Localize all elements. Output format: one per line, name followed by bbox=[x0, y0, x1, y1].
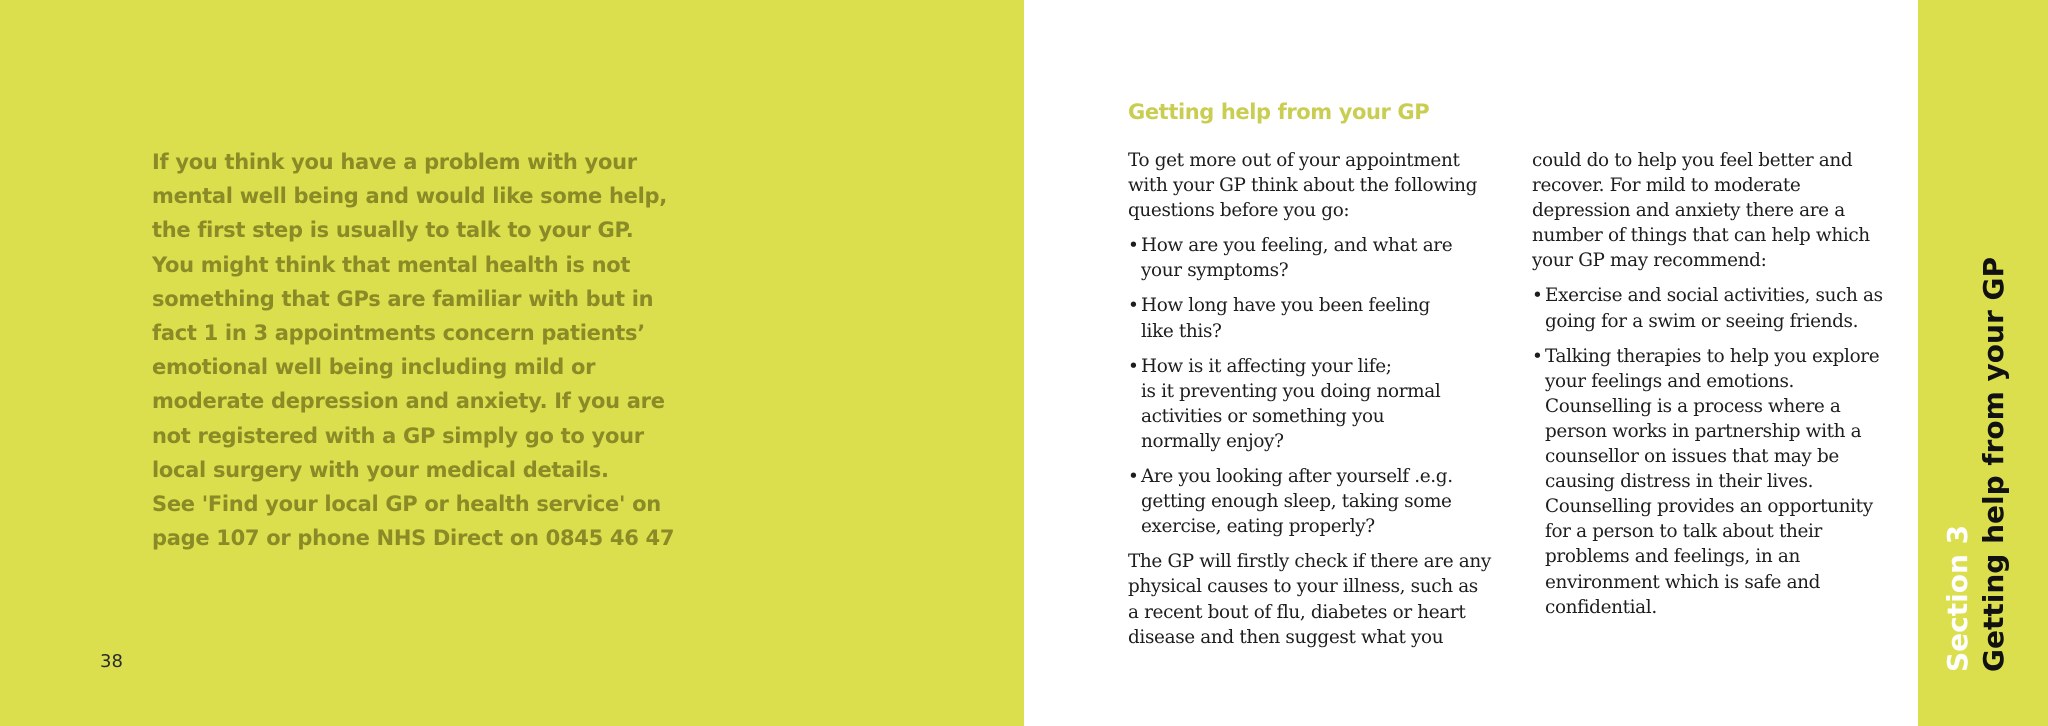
intro-line: the first step is usually to talk to your GP. bbox=[152, 218, 634, 243]
text-line: normally enjoy? bbox=[1141, 430, 1284, 452]
text-column-2 bbox=[1532, 148, 1912, 630]
text-line: person works in partnership with a bbox=[1545, 420, 1862, 442]
page-number: 38 bbox=[100, 651, 123, 672]
intro-line: If you think you have a problem with your bbox=[152, 150, 637, 174]
col2-intro bbox=[1532, 148, 1912, 273]
bullet-item bbox=[1532, 344, 1912, 620]
col1-outro bbox=[1128, 549, 1508, 649]
text-line: environment which is safe and bbox=[1545, 571, 1821, 593]
text-line: • Talking therapies to help you explore bbox=[1545, 345, 1880, 367]
bullet-item bbox=[1128, 233, 1508, 283]
text-line: getting enough sleep, taking some bbox=[1141, 491, 1452, 513]
text-column-1 bbox=[1128, 148, 1508, 660]
text-line: Counselling provides an opportunity bbox=[1545, 496, 1873, 518]
intro-line: See 'Find your local GP or health service' on bbox=[152, 492, 661, 517]
text-line: causing distress in their lives. bbox=[1545, 471, 1814, 493]
text-line: activities or something you bbox=[1141, 405, 1385, 427]
side-tab-title: Getting help from your GP bbox=[1977, 256, 2010, 672]
intro-paragraph bbox=[152, 145, 692, 555]
intro-line: not registered with a GP simply go to your bbox=[152, 423, 644, 448]
col1-intro bbox=[1128, 148, 1508, 223]
intro-line: emotional well being including mild or bbox=[152, 355, 596, 380]
text-line: Counselling is a process where a bbox=[1545, 395, 1841, 417]
text-line: your symptoms? bbox=[1141, 260, 1289, 282]
intro-line: local surgery with your medical details. bbox=[152, 457, 609, 482]
text-line: going for a swim or seeing friends. bbox=[1545, 310, 1859, 332]
intro-line: moderate depression and anxiety. If you are bbox=[152, 389, 665, 414]
text-line: confidential. bbox=[1545, 596, 1657, 618]
text-line: To get more out of your appointment bbox=[1128, 150, 1460, 171]
text-line: number of things that can help which bbox=[1532, 225, 1870, 247]
text-line: disease and then suggest what you bbox=[1128, 626, 1444, 648]
text-line: with your GP think about the following bbox=[1128, 175, 1478, 197]
text-line: for a person to talk about their bbox=[1545, 521, 1822, 543]
text-line: • Are you looking after yourself .e.g. bbox=[1141, 466, 1453, 488]
intro-line: page 107 or phone NHS Direct on 0845 46 47 bbox=[152, 526, 675, 551]
bullet-item bbox=[1128, 464, 1508, 539]
text-line: could do to help you feel better and bbox=[1532, 150, 1853, 171]
text-line: a recent bout of flu, diabetes or heart bbox=[1128, 601, 1466, 623]
text-line: • Exercise and social activities, such as bbox=[1545, 285, 1883, 307]
text-line: counsellor on issues that may be bbox=[1545, 446, 1839, 468]
text-line: your GP may recommend: bbox=[1532, 250, 1767, 272]
text-line: problems and feelings, in an bbox=[1545, 546, 1800, 568]
intro-line: fact 1 in 3 appointments concern patients’ bbox=[152, 321, 645, 346]
intro-line: something that GPs are familiar with but in bbox=[152, 286, 654, 311]
text-line: depression and anxiety there are a bbox=[1532, 200, 1845, 222]
text-line: like this? bbox=[1141, 320, 1222, 342]
text-line: recover. For mild to moderate bbox=[1532, 175, 1801, 197]
text-line: • How are you feeling, and what are bbox=[1141, 235, 1453, 257]
text-line: is it preventing you doing normal bbox=[1141, 380, 1441, 402]
intro-line: You might think that mental health is not bbox=[152, 252, 631, 277]
intro-line: mental well being and would like some help, bbox=[152, 184, 667, 209]
bullet-item bbox=[1532, 283, 1912, 333]
text-line: The GP will firstly check if there are any bbox=[1128, 551, 1491, 573]
text-line: exercise, eating properly? bbox=[1141, 516, 1375, 538]
text-line: • How long have you been feeling bbox=[1141, 295, 1430, 317]
side-tab-label bbox=[1940, 257, 2012, 672]
text-line: physical causes to your illness, such as bbox=[1128, 576, 1478, 598]
bullet-item bbox=[1128, 293, 1508, 343]
side-tab-section: Section 3 bbox=[1941, 524, 1974, 672]
text-line: your feelings and emotions. bbox=[1545, 370, 1795, 392]
bullet-item bbox=[1128, 354, 1508, 454]
text-line: • How is it affecting your life; bbox=[1141, 355, 1392, 377]
text-line: questions before you go: bbox=[1128, 200, 1350, 222]
section-heading: Getting help from your GP bbox=[1128, 100, 1430, 124]
